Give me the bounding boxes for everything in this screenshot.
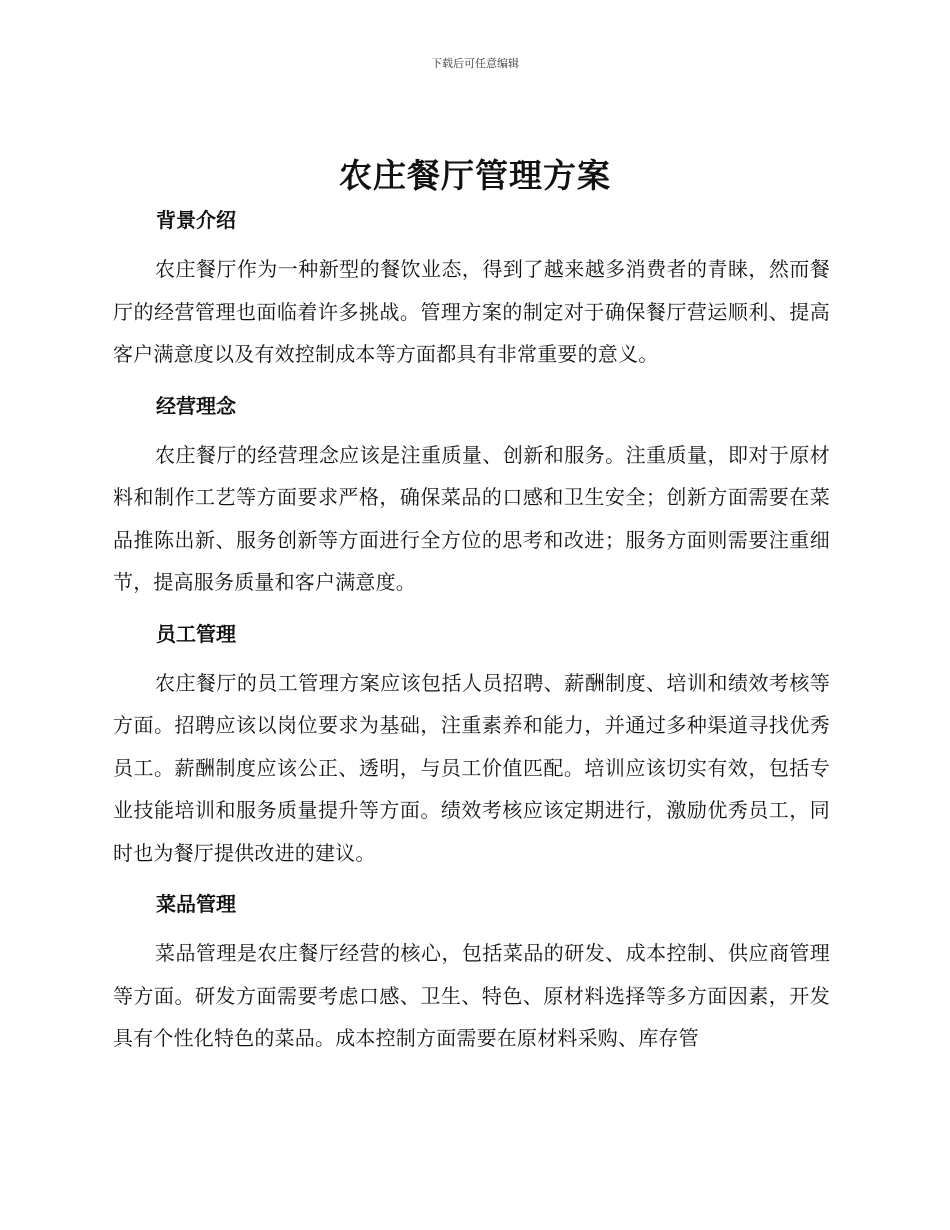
section-background (113, 204, 830, 376)
section-staff-management (113, 618, 830, 875)
section-paragraph: 菜品管理是农庄餐厅经营的核心，包括菜品的研发、成本控制、供应商管理等方面。研发方面需要考虑口感、卫生、特色、原材料选择等多方面因素，开发具有个性化特色的菜品。成本控制方面需要在原材料采购、库存管 (113, 941, 830, 1050)
section-heading: 背景介绍 (156, 208, 236, 232)
section-paragraph: 农庄餐厅的员工管理方案应该包括人员招聘、薪酬制度、培训和绩效考核等方面。招聘应该以岗位要求为基础，注重素养和能力，并通过多种渠道寻找优秀员工。薪酬制度应该公正、透明，与员工价值匹配。培训应该切实有效，包括专业技能培训和服务质量提升等方面。绩效考核应该定期进行，激励优秀员工，同时也为餐厅提供改进的建议。 (113, 670, 830, 865)
section-heading: 菜品管理 (156, 892, 236, 916)
section-paragraph: 农庄餐厅的经营理念应该是注重质量、创新和服务。注重质量，即对于原材料和制作工艺等方面要求严格，确保菜品的口感和卫生安全；创新方面需要在菜品推陈出新、服务创新等方面进行全方位的思考和改进；服务方面则需要注重细节，提高服务质量和客户满意度。 (113, 442, 830, 594)
section-philosophy (113, 390, 830, 604)
document-body (113, 204, 830, 1074)
section-heading: 员工管理 (156, 621, 236, 646)
section-menu-management (113, 888, 830, 1060)
page-header-note: 下载后可任意编辑 (431, 57, 519, 70)
section-paragraph: 农庄餐厅作为一种新型的餐饮业态，得到了越来越多消费者的青睐，然而餐厅的经营管理也面临着许多挑战。管理方案的制定对于确保餐厅营运顺利、提高客户满意度以及有效控制成本等方面都具有非常重要的意义。 (113, 257, 830, 366)
document-title: 农庄餐厅管理方案 (339, 156, 611, 195)
section-heading: 经营理念 (156, 393, 236, 418)
